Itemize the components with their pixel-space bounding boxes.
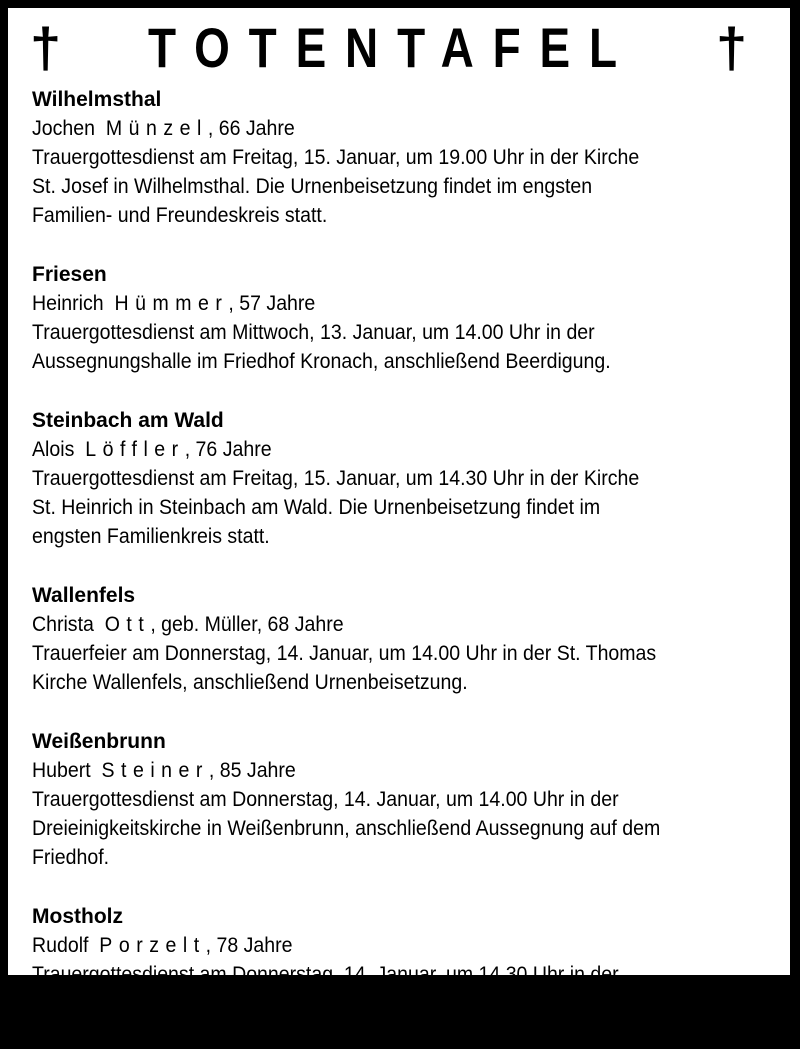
detail-line: engsten Familienkreis statt. <box>32 525 270 548</box>
place-heading: Mostholz <box>32 905 123 928</box>
header <box>8 8 790 80</box>
detail-line: Trauergottesdienst am Freitag, 15. Januar, um 19.00 Uhr in der Kirche <box>32 146 640 169</box>
place-heading: Wallenfels <box>32 584 136 607</box>
surname: Löffler <box>85 438 185 461</box>
detail-line: Dreieinigkeitskirche in Weißenbrunn, anschließend Aussegnung auf dem <box>32 817 661 840</box>
obituary-entry <box>32 86 782 230</box>
cross-icon-right: † <box>716 16 748 79</box>
person-line <box>32 289 730 318</box>
detail-line: Kirche Wallenfels, anschließend Urnenbeisetzung. <box>32 671 468 694</box>
detail-line: Familien- und Freundeskreis statt. <box>32 204 328 227</box>
obituary-entry <box>32 582 782 697</box>
age-text: , 85 Jahre <box>208 759 296 782</box>
detail-line: Aussegnungshalle im Friedhof Kronach, anschließend Beerdigung. <box>32 350 611 373</box>
place-heading: Friesen <box>32 263 107 286</box>
obituary-notice-board <box>8 8 790 1015</box>
detail-line: Kirche St. Anna in Haig, anschließend Beerdigung. <box>32 992 471 1015</box>
age-text: , 66 Jahre <box>207 117 295 140</box>
first-name: Alois <box>32 438 75 461</box>
surname: Ott <box>104 613 151 636</box>
obituary-entry <box>32 903 782 1018</box>
obituary-list <box>32 86 782 1049</box>
age-text: , 78 Jahre <box>205 934 293 957</box>
place-heading: Wilhelmsthal <box>32 88 162 111</box>
cross-icon-left: † <box>30 16 62 79</box>
detail-line: Trauerfeier am Donnerstag, 14. Januar, um 14.00 Uhr in der St. Thomas <box>32 642 657 665</box>
surname: Porzelt <box>99 934 206 957</box>
surname: Hümmer <box>114 292 229 315</box>
detail-line: Friedhof. <box>32 846 110 869</box>
first-name: Rudolf <box>32 934 89 957</box>
obituary-entry <box>32 728 782 872</box>
person-line <box>32 610 730 639</box>
obituary-entry <box>32 407 782 551</box>
place-heading: Steinbach am Wald <box>32 409 224 432</box>
first-name: Christa <box>32 613 94 636</box>
detail-line: Trauergottesdienst am Donnerstag, 14. Januar, um 14.00 Uhr in der <box>32 788 619 811</box>
first-name: Hubert <box>32 759 91 782</box>
first-name: Jochen <box>32 117 95 140</box>
person-line <box>32 114 730 143</box>
person-line <box>32 756 730 785</box>
page-title: TOTENTAFEL <box>148 16 636 79</box>
detail-line: Trauergottesdienst am Donnerstag, 14. Januar, um 14.30 Uhr in der <box>32 963 619 986</box>
age-text: , geb. Müller, 68 Jahre <box>150 613 344 636</box>
detail-line: St. Heinrich in Steinbach am Wald. Die Urnenbeisetzung findet im <box>32 496 601 519</box>
age-text: , 76 Jahre <box>184 438 272 461</box>
person-line <box>32 435 730 464</box>
surname: Steiner <box>101 759 209 782</box>
surname: Münzel <box>105 117 208 140</box>
place-heading: Weißenbrunn <box>32 730 166 753</box>
detail-line: St. Josef in Wilhelmsthal. Die Urnenbeisetzung findet im engsten <box>32 175 593 198</box>
first-name: Heinrich <box>32 292 104 315</box>
detail-line: Trauergottesdienst am Mittwoch, 13. Januar, um 14.00 Uhr in der <box>32 321 595 344</box>
age-text: , 57 Jahre <box>228 292 316 315</box>
obituary-entry <box>32 261 782 376</box>
detail-line: Trauergottesdienst am Freitag, 15. Januar, um 14.30 Uhr in der Kirche <box>32 467 640 490</box>
person-line <box>32 931 730 960</box>
